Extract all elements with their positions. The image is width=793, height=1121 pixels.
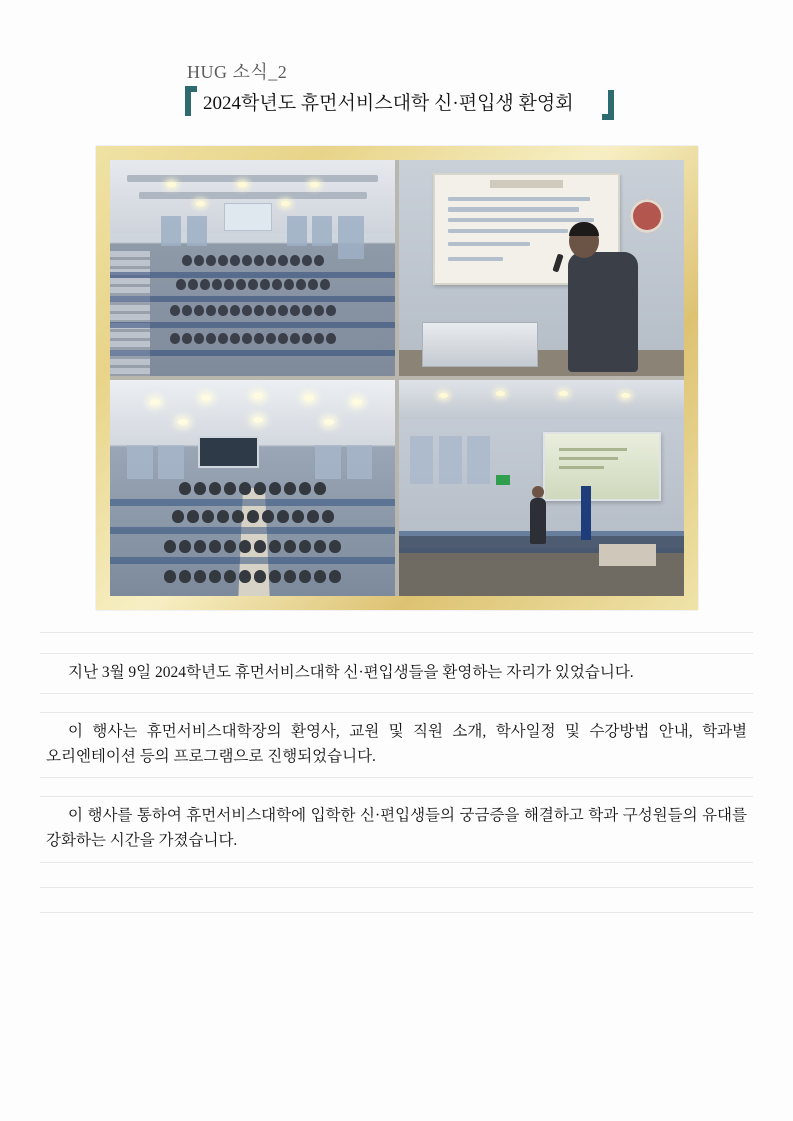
seat-row [110,296,395,302]
audience-row [110,540,395,553]
screen-text-line [559,466,605,469]
audience-head [254,482,266,495]
audience-row [110,510,395,523]
audience-head [206,305,216,316]
audience-head [320,279,330,290]
audience-head [182,305,192,316]
audience-head [239,482,251,495]
ceiling-beam [139,192,367,199]
audience-head [170,305,180,316]
front-table [599,544,656,566]
audience-head [239,570,251,583]
audience-head [299,570,311,583]
ceiling-light [238,182,247,187]
audience-head [164,540,176,553]
audience-head [217,510,229,523]
audience-head [224,279,234,290]
audience-head [302,333,312,344]
audience-head [247,510,259,523]
page-title: 2024학년도 휴먼서비스대학 신·편입생 환영회 [203,93,574,114]
ceiling-beam [127,175,378,182]
audience-head [188,279,198,290]
exit-sign-icon [496,475,510,485]
ceiling-light [439,393,448,398]
audience-head [266,255,276,266]
blank-line [40,863,753,887]
audience-row [110,255,395,266]
audience-head [302,305,312,316]
slide-text-line [448,207,579,211]
audience-head [224,570,236,583]
audience-head [269,540,281,553]
audience-head [302,255,312,266]
ceiling-light [310,182,319,187]
screen-text-line [559,448,627,451]
seat-row [110,322,395,328]
article-body [40,632,753,913]
audience-head [254,333,264,344]
audience-head [194,305,204,316]
projection-screen [543,432,661,501]
wall-panel [410,436,433,484]
ceiling-light [253,393,263,399]
audience-head [212,279,222,290]
audience-row [110,482,395,495]
audience-head [209,540,221,553]
ceiling-area [399,380,684,419]
photo-hall-screen-presenter [399,380,684,596]
screen-text-line [559,457,618,460]
audience-head [299,482,311,495]
wall-panel [312,216,332,246]
audience-head [299,540,311,553]
slide-text-line [448,229,568,233]
audience-head [329,540,341,553]
slide-text-line [448,257,503,261]
audience-head [314,540,326,553]
wall-panel [439,436,462,484]
paragraph-3: 이 행사를 통하여 휴먼서비스대학에 입학한 신·편입생들의 궁금증을 해결하고 학과 구성원들의 유대를 강화하는 시간을 가졌습니다. [46,807,747,850]
audience-head [194,333,204,344]
audience-row [110,333,395,344]
front-projection-screen [198,436,259,468]
blank-line [40,888,753,912]
university-emblem [630,199,664,233]
audience-head [200,279,210,290]
audience-head [260,279,270,290]
audience-head [206,255,216,266]
document-header [185,58,615,120]
audience-head [269,482,281,495]
audience-head [224,540,236,553]
audience-head [314,333,324,344]
audience-head [254,540,266,553]
audience-head [194,570,206,583]
audience-head [187,510,199,523]
slide-title-bar [490,180,563,188]
seat-row [110,350,395,356]
presenter-figure [530,498,546,544]
audience-head [164,570,176,583]
audience-head [182,333,192,344]
audience-head [314,305,324,316]
header-kicker: HUG 소식_2 [187,62,288,82]
ceiling-area [110,380,395,445]
title-row [185,86,615,120]
audience-head [254,570,266,583]
podium [422,322,538,367]
audience-head [278,305,288,316]
audience-head [284,540,296,553]
audience-head [254,255,264,266]
audience-head [230,255,240,266]
seat-row [110,557,395,564]
audience-head [290,333,300,344]
audience-head [194,255,204,266]
audience-head [218,255,228,266]
slide-text-line [448,218,594,222]
audience-row [110,279,395,290]
audience-head [239,540,251,553]
audience-head [176,279,186,290]
audience-row [110,570,395,583]
paragraph-1: 지난 3월 9일 2024학년도 휴먼서비스대학 신·편입생들을 환영하는 자리가 있었습니다. [68,664,634,681]
wall-panel [315,445,341,480]
audience-head [292,510,304,523]
audience-head [172,510,184,523]
photo-collage-frame [96,146,698,610]
slide-text-line [448,242,530,246]
audience-head [224,482,236,495]
ceiling-light [496,391,505,396]
audience-head [254,305,264,316]
audience-head [209,482,221,495]
audience-head [266,305,276,316]
audience-head [182,255,192,266]
photo-grid [110,160,684,596]
audience-head [326,333,336,344]
wall-panel [127,445,153,480]
audience-head [329,570,341,583]
bracket-bottom-right-decoration [602,90,614,120]
divider [40,912,753,913]
paragraph-2: 이 행사는 휴먼서비스대학장의 환영사, 교원 및 직원 소개, 학사일정 및 수강방법 안내, 학과별 오리엔테이션 등의 프로그램으로 진행되었습니다. [46,723,747,766]
speaker-body [568,252,638,372]
audience-head [230,305,240,316]
audience-head [206,333,216,344]
audience-head [290,255,300,266]
audience-head [218,333,228,344]
audience-head [242,255,252,266]
audience-head [242,305,252,316]
audience-head [179,482,191,495]
audience-head [314,482,326,495]
ceiling-light [196,201,205,206]
seat-row [110,527,395,534]
audience-head [277,510,289,523]
front-screen [224,203,272,231]
photo-hall-rear-view [110,380,395,596]
audience-head [248,279,258,290]
seat-row [110,499,395,506]
audience-head [236,279,246,290]
audience-head [278,333,288,344]
wall-panel [287,216,307,246]
audience-head [314,255,324,266]
bracket-top-left-decoration [185,86,197,116]
audience-head [179,540,191,553]
photo-lecture-hall-audience [110,160,395,376]
audience-head [314,570,326,583]
wall-panel [187,216,207,246]
audience-head [284,279,294,290]
audience-head [232,510,244,523]
audience-head [308,279,318,290]
ceiling-light [559,391,568,396]
flag-stand [581,486,591,540]
audience-head [179,570,191,583]
wall-panel [347,445,373,480]
audience-head [290,305,300,316]
audience-head [296,279,306,290]
audience-head [266,333,276,344]
audience-head [326,305,336,316]
audience-head [262,510,274,523]
audience-head [242,333,252,344]
audience-head [230,333,240,344]
audience-head [170,333,180,344]
audience-row [110,305,395,316]
photo-speaker-presentation [399,160,684,376]
audience-head [202,510,214,523]
wall-panel [467,436,490,484]
audience-head [322,510,334,523]
blank-line [40,778,753,796]
audience-head [307,510,319,523]
seat-row [110,272,395,278]
ceiling-light [281,201,290,206]
audience-head [284,570,296,583]
slide-text-line [448,197,590,201]
ceiling-light [167,182,176,187]
blank-line [40,694,753,712]
wall-panel [161,216,181,246]
audience-head [284,482,296,495]
ceiling-light [324,419,334,425]
blank-line [40,633,753,653]
audience-head [218,305,228,316]
audience-head [278,255,288,266]
audience-head [209,570,221,583]
wall-panel [158,445,184,480]
audience-head [272,279,282,290]
ceiling-light [304,395,314,401]
ceiling-light [253,417,263,423]
audience-head [269,570,281,583]
audience-head [194,540,206,553]
wall-panel [338,216,364,259]
audience-head [194,482,206,495]
